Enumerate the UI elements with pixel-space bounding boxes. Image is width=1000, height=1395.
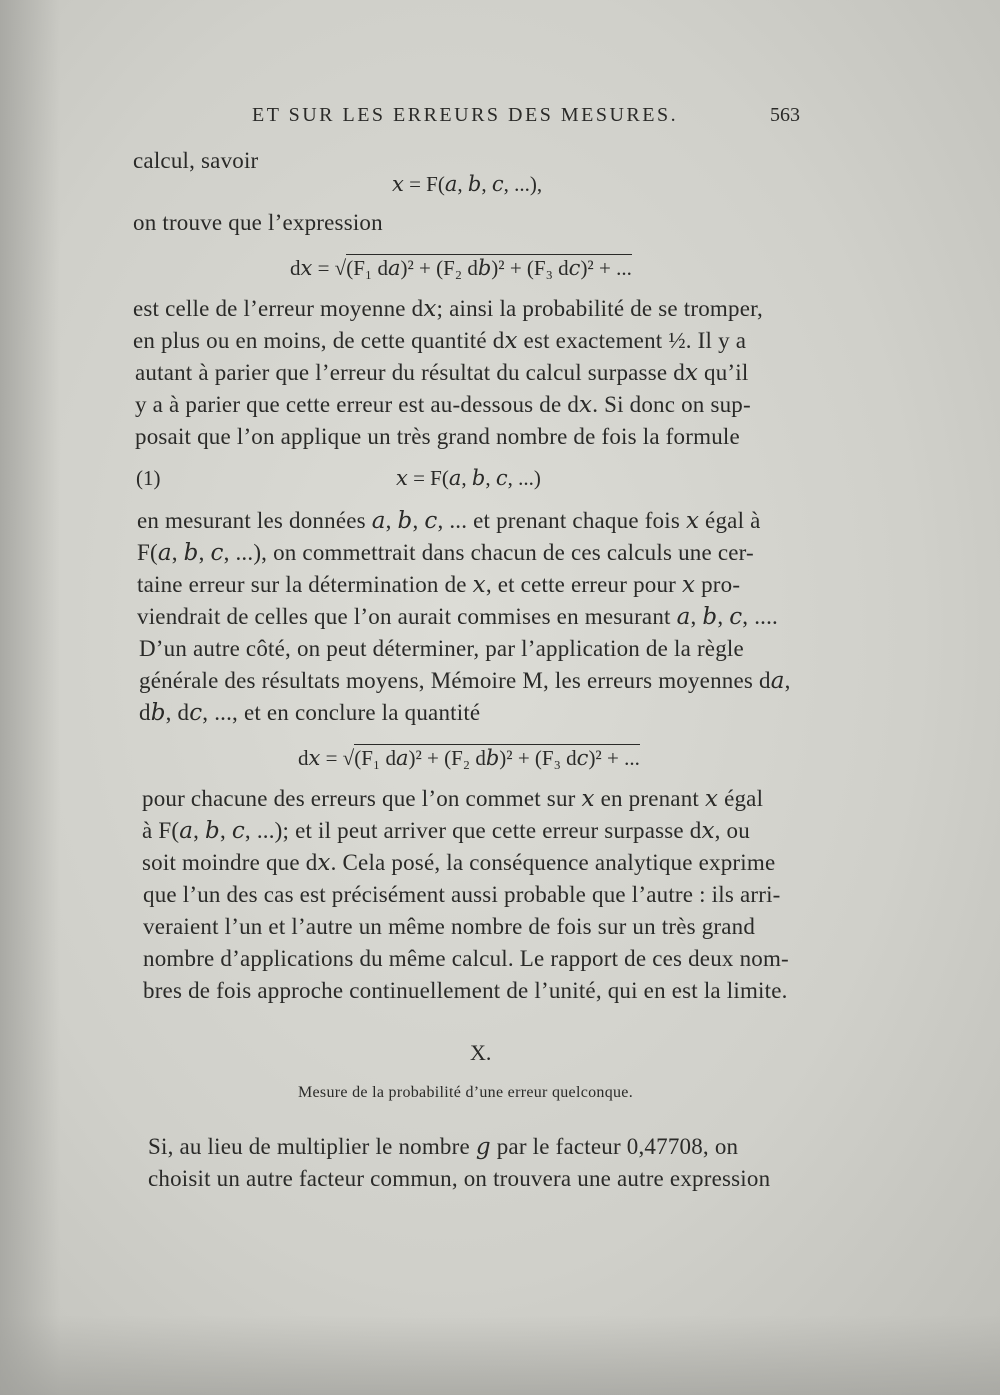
formula-x-equals-f: 𝑥 = F(𝑎, 𝑏, 𝑐, ...),	[392, 172, 543, 196]
formula-lhs: d𝑥 = √	[290, 256, 347, 280]
section-number: X.	[470, 1040, 492, 1065]
section-title: Mesure de la probabilité d’une erreur quelconque.	[298, 1084, 634, 1101]
text-line: y a à parier que cette erreur est au-dessous de d𝑥. Si donc on sup-	[135, 392, 751, 417]
text-line: viendrait de celles que l’on aurait commises en mesurant 𝑎, 𝑏, 𝑐, ....	[137, 604, 778, 629]
text-line: F(𝑎, 𝑏, 𝑐, ...), on commettrait dans chacun de ces calculs une cer-	[137, 540, 754, 565]
text-line: pour chacune des erreurs que l’on commet sur 𝑥 en prenant 𝑥 égal	[142, 786, 764, 811]
text-line: nombre d’applications du même calcul. Le rapport de ces deux nom-	[143, 946, 789, 971]
formula-mean-error-repeat	[298, 746, 640, 771]
text-line: en plus ou en moins, de cette quantité d𝑥 est exactement ½. Il y a	[133, 328, 747, 353]
text-line: en mesurant les données 𝑎, 𝑏, 𝑐, ... et prenant chaque fois 𝑥 égal à	[137, 508, 761, 533]
text-line: générale des résultats moyens, Mémoire M, les erreurs moyennes d𝑎,	[139, 668, 791, 693]
formula-lhs: d𝑥 = √	[298, 746, 355, 770]
running-title: ET SUR LES ERREURS DES MESURES.	[252, 104, 679, 126]
text-line: choisit un autre facteur commun, on trouvera une autre expression	[148, 1166, 771, 1191]
page-number: 563	[770, 104, 800, 126]
text-line: D’un autre côté, on peut déterminer, par l’application de la règle	[139, 636, 744, 661]
text-line: taine erreur sur la détermination de 𝑥, et cette erreur pour 𝑥 pro-	[137, 572, 741, 597]
text-line: d𝑏, d𝑐, ..., et en conclure la quantité	[139, 700, 481, 725]
formula-mean-error	[290, 256, 632, 281]
page-shadow-left	[0, 0, 60, 1395]
formula-radicand: (F₁ d𝑎)² + (F₂ d𝑏)² + (F₃ d𝑐)² + ...	[346, 256, 632, 280]
text-line: on trouve que l’expression	[133, 210, 383, 235]
text-line: soit moindre que d𝑥. Cela posé, la conséquence analytique exprime	[142, 850, 776, 875]
page-shadow-bottom	[0, 1315, 1000, 1395]
text-line: autant à parier que l’erreur du résultat du calcul surpasse d𝑥 qu’il	[135, 360, 749, 385]
text-line: bres de fois approche continuellement de l’unité, qui en est la limite.	[143, 978, 788, 1003]
text-line: posait que l’on applique un très grand nombre de fois la formule	[135, 424, 740, 449]
text-line: Si, au lieu de multiplier le nombre 𝑔 par le facteur 0,47708, on	[148, 1134, 739, 1159]
formula-radicand: (F₁ d𝑎)² + (F₂ d𝑏)² + (F₃ d𝑐)² + ...	[354, 746, 640, 770]
formula-one: 𝑥 = F(𝑎, 𝑏, 𝑐, ...)	[396, 466, 541, 490]
text-line: calcul, savoir	[133, 148, 259, 173]
text-line: à F(𝑎, 𝑏, 𝑐, ...); et il peut arriver que cette erreur surpasse d𝑥, ou	[142, 818, 750, 843]
text-line: est celle de l’erreur moyenne d𝑥; ainsi la probabilité de se tromper,	[133, 296, 764, 321]
text-line: que l’un des cas est précisément aussi probable que l’autre : ils arri-	[143, 882, 781, 907]
equation-label: (1)	[136, 466, 161, 490]
text-line: veraient l’un et l’autre un même nombre de fois sur un très grand	[143, 914, 756, 939]
